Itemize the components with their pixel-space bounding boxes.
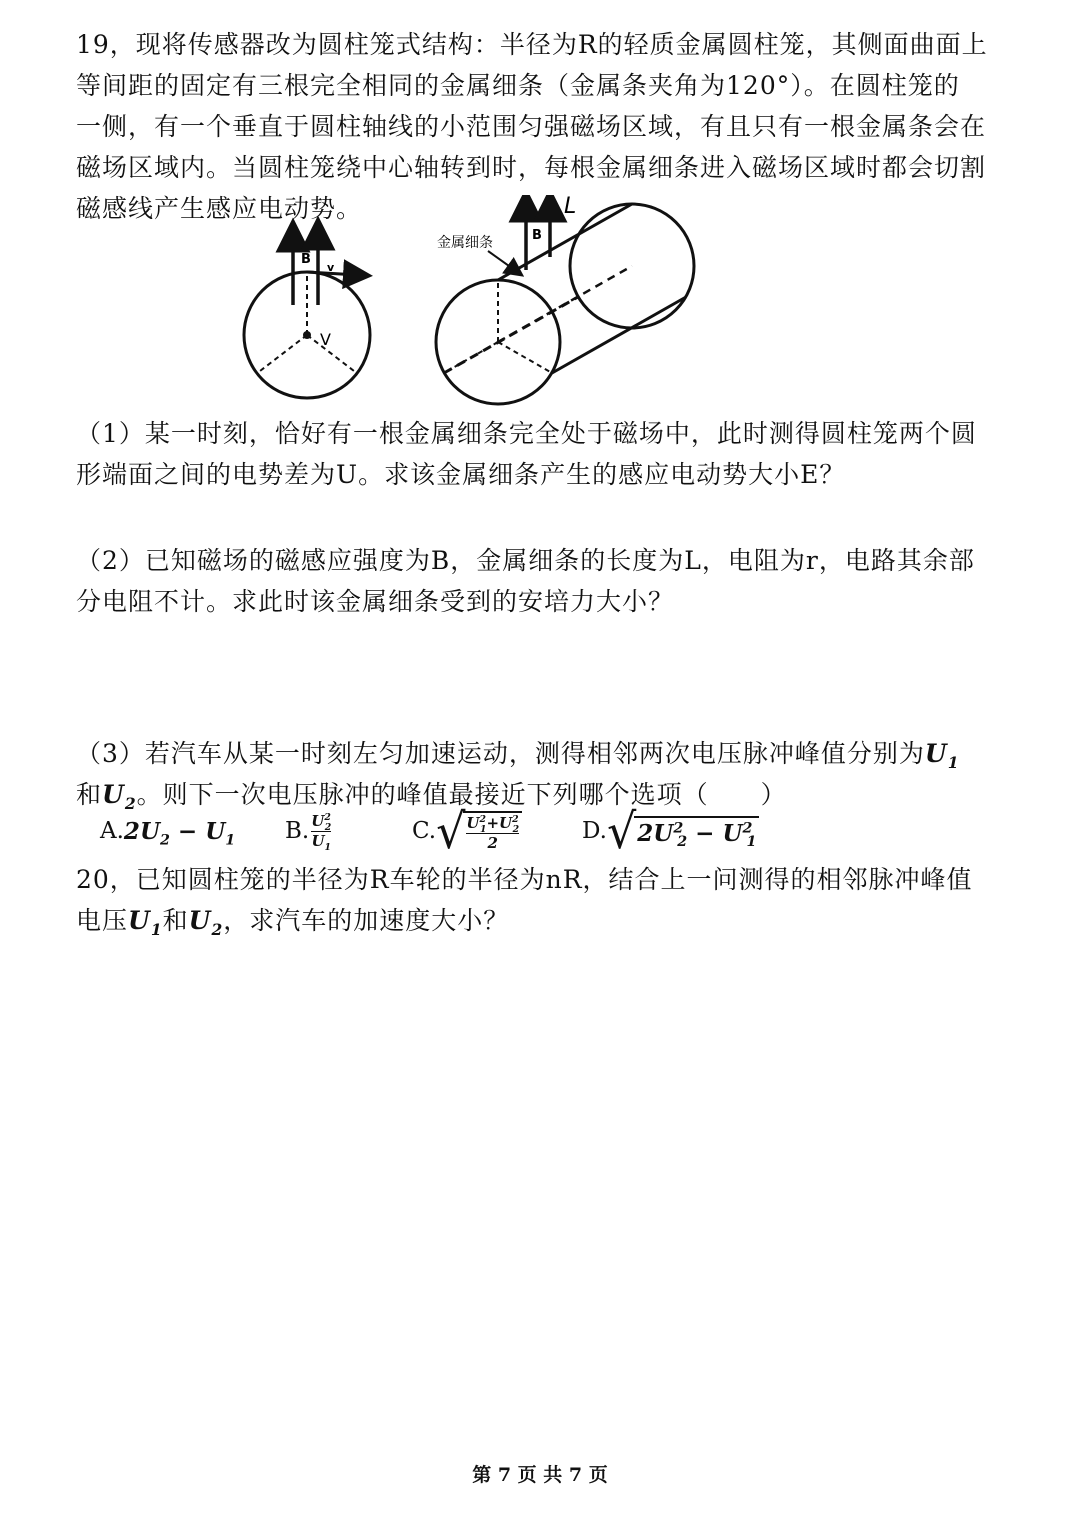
metal-strip-label: 金属细条	[437, 235, 493, 251]
u1-symbol: $U_1$	[128, 906, 163, 939]
q19-line: 磁场区域内。当圆柱笼绕中心轴转到时，每根金属细条进入磁场区域时都会切割	[76, 153, 987, 182]
b-field-label: B	[532, 228, 542, 243]
page-footer: 第 7 页 共 7 页	[472, 1464, 608, 1486]
u2-symbol: $U_2$	[102, 780, 137, 813]
strip-radius-line	[260, 335, 307, 371]
cylinder-cage-figure	[230, 195, 710, 410]
part3-line: （3）若汽车从某一时刻左匀加速运动，测得相邻两次电压脉冲峰值分别为$U_1$	[76, 739, 960, 772]
question-20	[76, 859, 973, 941]
q20-line: 电压$U_1$和$U_2$，求汽车的加速度大小？	[76, 906, 510, 939]
velocity-label: v	[327, 261, 335, 274]
cross-section-diagram	[244, 233, 370, 398]
u1-symbol: $U_1$	[924, 739, 960, 772]
u2-symbol: $U_2$	[188, 906, 224, 939]
option-b[interactable]: B. $\frac{U^2_2}{U_1}$	[285, 811, 332, 853]
q20-line: 20，已知圆柱笼的半径为R车轮的半径为nR，结合上一问测得的相邻脉冲峰值	[76, 865, 973, 894]
answer-options	[100, 800, 920, 862]
q19-line: 一侧，有一个垂直于圆柱轴线的小范围匀强磁场区域，有且只有一根金属条会在	[76, 112, 987, 141]
central-axis-line	[498, 266, 632, 342]
bottom-metal-strip	[552, 297, 686, 373]
center-axis-dot	[303, 331, 311, 339]
strip-pointer-arrow	[488, 251, 516, 271]
part1-line: （1）某一时刻，恰好有一根金属细条完全处于磁场中，此时测得圆柱笼两个圆	[76, 419, 977, 448]
option-a[interactable]: A. $2U_2 - U_1$	[100, 817, 236, 849]
part2-line: （2）已知磁场的磁感应强度为B，金属细条的长度为L，电阻为r，电路其余部	[76, 546, 975, 575]
option-c[interactable]: C. √ $\frac{U^2_1+U^2_2}{2}$	[412, 800, 522, 862]
q19-line: 等间距的固定有三根完全相同的金属细条（金属条夹角为120°）。在圆柱笼的	[76, 71, 960, 100]
b-field-label: B	[301, 252, 311, 267]
front-radius-line	[498, 342, 552, 373]
part1-line: 形端面之间的电势差为U。求该金属细条产生的感应电动势大小E？	[76, 460, 846, 489]
q19-line: 磁感线产生感应电动势。	[76, 194, 363, 223]
part2-line: 分电阻不计。求此时该金属细条受到的安培力大小？	[76, 587, 675, 616]
option-d[interactable]: D. √ $2U^2_2 - U^2_1$	[582, 800, 759, 862]
part-2	[76, 540, 975, 622]
length-label: L	[564, 195, 577, 219]
part3-line: 和$U_2$。则下一次电压脉冲的峰值最接近下列哪个选项（ ）	[76, 780, 787, 813]
q19-line: 19，现将传感器改为圆柱笼式结构：半径为R的轻质金属圆柱笼，其侧面曲面上	[76, 30, 988, 59]
part-1	[76, 413, 977, 495]
center-label: V	[320, 330, 331, 349]
cylinder-3d-diagram	[436, 195, 694, 404]
front-radius-line	[444, 342, 498, 373]
